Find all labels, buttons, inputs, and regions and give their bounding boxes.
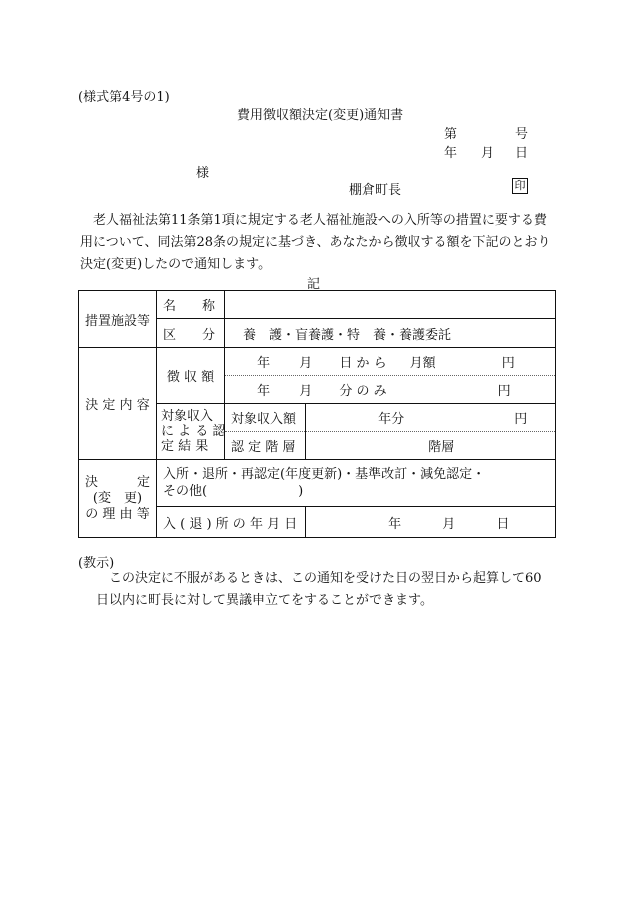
- taisho-label: [157, 404, 225, 460]
- addressee-suffix: 様: [196, 166, 210, 181]
- body-text: 老人福祉法第11条第1項に規定する老人福祉施設への入所等の措置に要する費用について、同法第28条の規定に基づき、あなたから徴収する額を下記のとおり決定(変更)したので通知します。: [80, 213, 551, 272]
- row1-from: 日 か ら: [339, 356, 387, 371]
- name-label: 名 称: [157, 291, 225, 319]
- taisho-line-2: に よ る 認: [161, 424, 226, 439]
- kubun-value: 養 護・盲養護・特 養・養護委託: [225, 319, 556, 348]
- reason-text-2: その他( ): [163, 484, 304, 499]
- taisho-income-value: [306, 404, 556, 432]
- choshu-row-1: [225, 348, 556, 376]
- row2-yen: 円: [497, 384, 511, 399]
- doc-number-suffix: 号: [515, 127, 529, 142]
- ki-label: 記: [307, 277, 321, 292]
- nintei-value: [306, 432, 556, 460]
- name-value: [225, 291, 556, 319]
- reason-header: [79, 460, 157, 538]
- choshu-label: 徴 収 額: [157, 348, 225, 404]
- document-title: 費用徴収額決定(変更)通知書: [237, 108, 404, 123]
- facility-header: 措置施設等: [79, 291, 157, 348]
- nintei-label: 認 定 階 層: [225, 432, 306, 460]
- taisho-nenbun: 年分: [378, 412, 405, 427]
- decision-header: 決 定 内 容: [79, 348, 157, 460]
- taisho-income-label: 対象収入額: [225, 404, 306, 432]
- date-month-label: 月: [481, 146, 495, 161]
- nyutai-month: 月: [442, 516, 456, 532]
- taisho-yen: 円: [514, 412, 528, 427]
- nyutai-date: [306, 507, 556, 538]
- nyutai-year: 年: [388, 516, 402, 532]
- nyutai-label: 入 ( 退 ) 所 の 年 月 日: [157, 507, 306, 538]
- kubun-label: 区 分: [157, 319, 225, 348]
- notice-label: (教示): [78, 556, 115, 571]
- nyutai-day: 日: [496, 516, 510, 532]
- date-year-label: 年: [444, 146, 458, 161]
- row1-monthly: 月額: [409, 356, 436, 371]
- seal-mark: [512, 178, 528, 194]
- row1-year: 年: [257, 356, 271, 371]
- notice-text: この決定に不服があるときは、この通知を受けた日の翌日から起算して60日以内に町長に対して異議申立てをすることができます。: [96, 571, 542, 608]
- seal-box: 印: [512, 178, 528, 194]
- reason-line-1: 決 定: [85, 474, 151, 490]
- body-paragraph: [80, 210, 556, 276]
- row1-month: 月: [299, 356, 313, 371]
- reason-line-2: (変 更): [92, 490, 143, 506]
- reason-text-1: 入所・退所・再認定(年度更新)・基準改訂・減免認定・: [163, 467, 486, 482]
- nintei-kaiso: 階層: [428, 440, 455, 455]
- reason-line-3: の 理 由 等: [85, 506, 150, 522]
- date-day-label: 日: [515, 146, 529, 161]
- doc-number-prefix: 第: [444, 127, 458, 142]
- row2-year: 年: [257, 384, 271, 399]
- row1-yen: 円: [501, 356, 515, 371]
- taisho-line-1: 対象収入: [161, 409, 214, 424]
- reason-text: [157, 460, 556, 507]
- form-label: (様式第4号の1): [78, 90, 170, 105]
- taisho-line-3: 定 結 果: [161, 439, 209, 454]
- notice-paragraph: [96, 568, 554, 612]
- issuer-name: 棚倉町長: [349, 183, 402, 198]
- row2-month: 月: [299, 384, 313, 399]
- row2-only: 分 の み: [339, 384, 387, 399]
- choshu-row-2: [225, 376, 556, 404]
- decision-table: [78, 290, 556, 538]
